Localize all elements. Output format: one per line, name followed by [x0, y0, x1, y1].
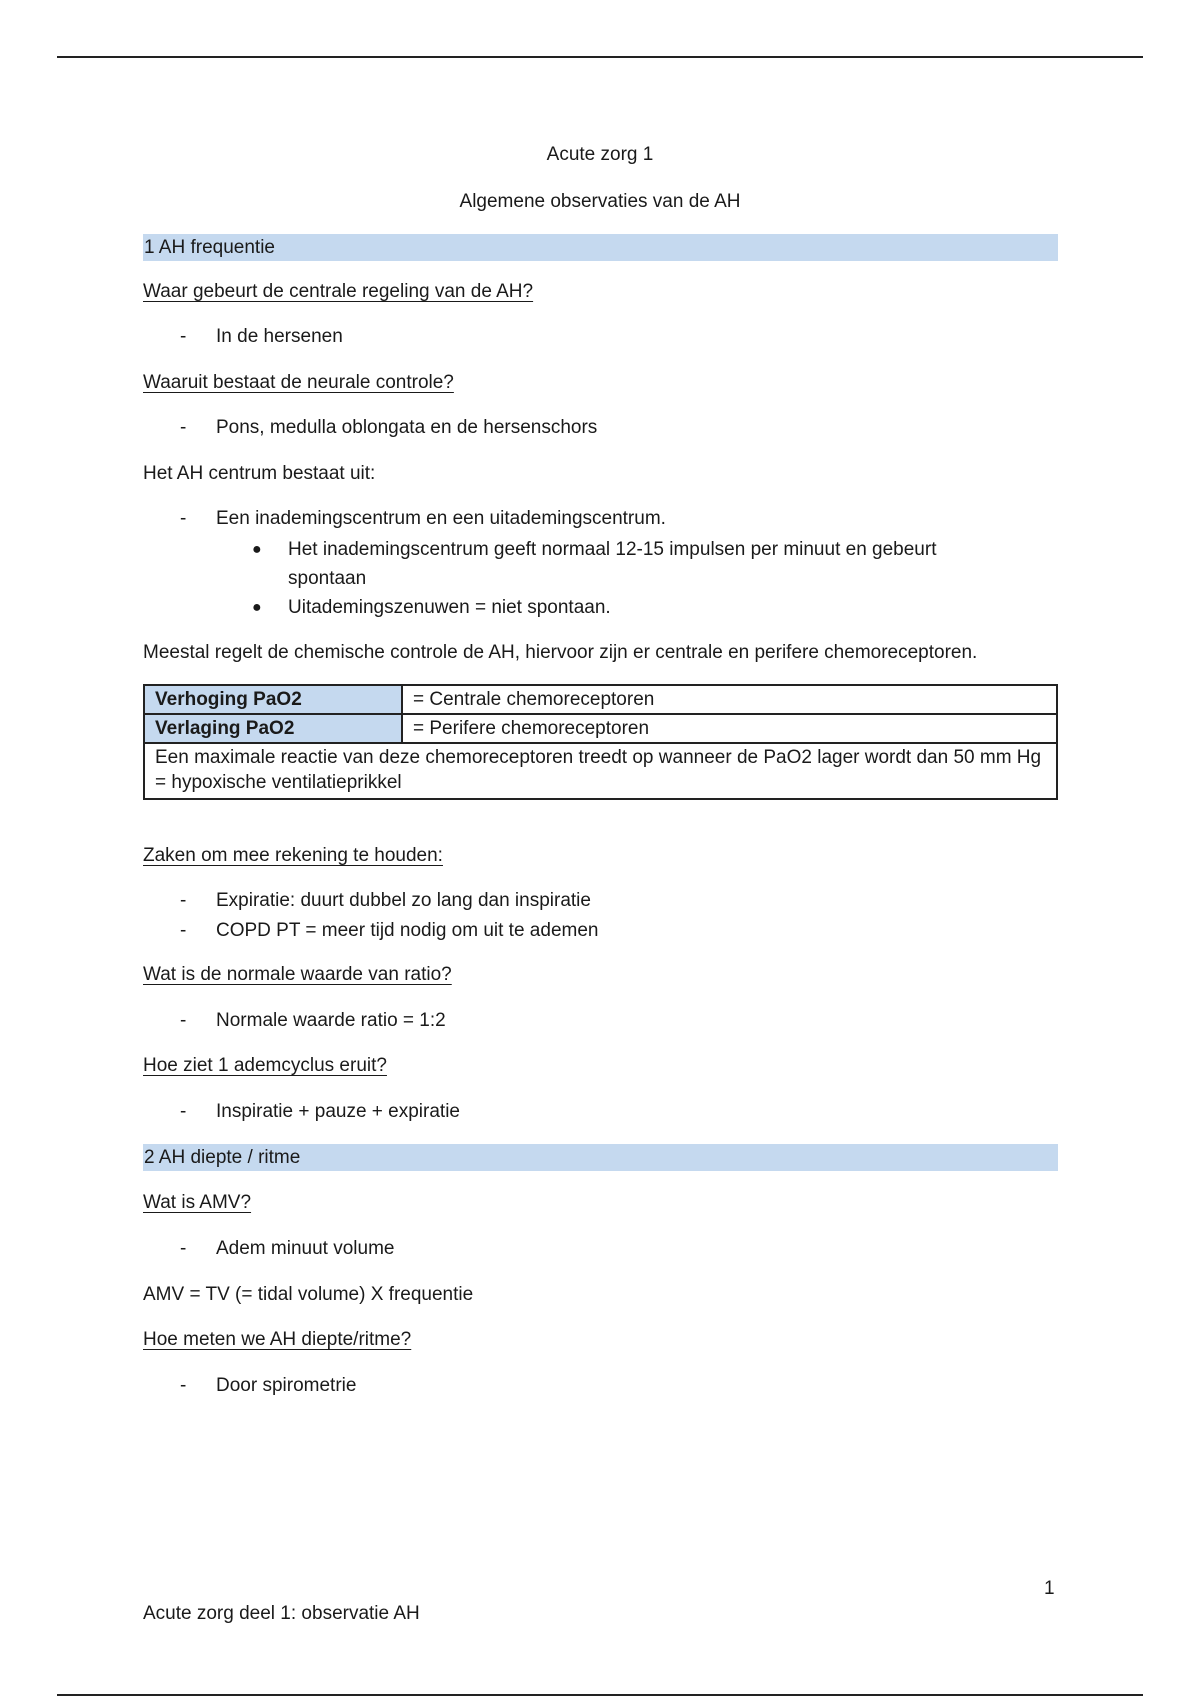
question-neurale-controle: Waaruit bestaat de neurale controle? — [143, 372, 454, 393]
header-rule — [57, 56, 1143, 58]
document-title: Acute zorg 1 — [546, 144, 654, 165]
answer-hersenen: In de hersenen — [216, 326, 343, 347]
chemoreceptor-table — [143, 684, 1058, 800]
question-centrale-regeling: Waar gebeurt de centrale regeling van de AH? — [143, 281, 534, 302]
table-value-perifere: = Perifere chemoreceptoren — [402, 714, 1057, 743]
chemische-controle-text: Meestal regelt de chemische controle de AH, hiervoor zijn er centrale en perifere chemoreceptoren. — [143, 642, 978, 663]
sub-item-inademingscentrum: Het inademingscentrum geeft normaal 12-15 impulsen per minuut en gebeurt spontaan — [288, 539, 937, 589]
answer-ratio: Normale waarde ratio = 1:2 — [216, 1010, 446, 1031]
answer-spirometrie: Door spirometrie — [216, 1375, 357, 1396]
question-ademcyclus: Hoe ziet 1 ademcyclus eruit? — [143, 1055, 387, 1076]
answer-ademcyclus: Inspiratie + pauze + expiratie — [216, 1101, 460, 1122]
question-ratio: Wat is de normale waarde van ratio? — [143, 964, 452, 985]
table-note-hypoxische: Een maximale reactie van deze chemoreceptoren treedt op wanneer de PaO2 lager wordt dan 50 mm Hg = hypoxische ventilatieprikkel — [144, 743, 1057, 799]
answer-copd: COPD PT = meer tijd nodig om uit te ademen — [216, 920, 599, 941]
dash-bullet: - — [180, 920, 187, 941]
dash-bullet: - — [180, 508, 187, 529]
sub-item-uitademingszenuwen: Uitademingszenuwen = niet spontaan. — [288, 597, 611, 618]
question-amv: Wat is AMV? — [143, 1192, 252, 1213]
dash-bullet: - — [180, 1375, 187, 1396]
dash-bullet: - — [180, 1101, 187, 1122]
answer-expiratie: Expiratie: duurt dubbel zo lang dan inspiratie — [216, 890, 591, 911]
footer-rule — [57, 1694, 1143, 1696]
page-number: 1 — [1044, 1578, 1055, 1599]
question-zaken: Zaken om mee rekening te houden: — [143, 845, 443, 866]
round-bullet: ● — [252, 599, 262, 616]
dash-bullet: - — [180, 1010, 187, 1031]
dash-bullet: - — [180, 326, 187, 347]
dash-bullet: - — [180, 1238, 187, 1259]
answer-pons-medulla: Pons, medulla oblongata en de hersenschors — [216, 417, 598, 438]
list-item-centra: Een inademingscentrum en een uitademingscentrum. — [216, 508, 666, 529]
answer-amv: Adem minuut volume — [216, 1238, 395, 1259]
footer-text: Acute zorg deel 1: observatie AH — [143, 1603, 420, 1624]
ah-centrum-intro: Het AH centrum bestaat uit: — [143, 463, 376, 484]
question-meten: Hoe meten we AH diepte/ritme? — [143, 1329, 412, 1350]
table-label-verlaging: Verlaging PaO2 — [144, 714, 402, 743]
round-bullet: ● — [252, 541, 262, 558]
dash-bullet: - — [180, 890, 187, 911]
table-row — [144, 743, 1057, 799]
table-row — [144, 714, 1057, 743]
dash-bullet: - — [180, 417, 187, 438]
table-label-verhoging: Verhoging PaO2 — [144, 685, 402, 714]
table-value-centrale: = Centrale chemoreceptoren — [402, 685, 1057, 714]
document-subtitle: Algemene observaties van de AH — [459, 191, 741, 212]
section-heading-diepte-ritme: 2 AH diepte / ritme — [143, 1144, 1058, 1171]
section-heading-frequentie: 1 AH frequentie — [143, 234, 1058, 261]
table-row — [144, 685, 1057, 714]
amv-formula: AMV = TV (= tidal volume) X frequentie — [143, 1284, 474, 1305]
